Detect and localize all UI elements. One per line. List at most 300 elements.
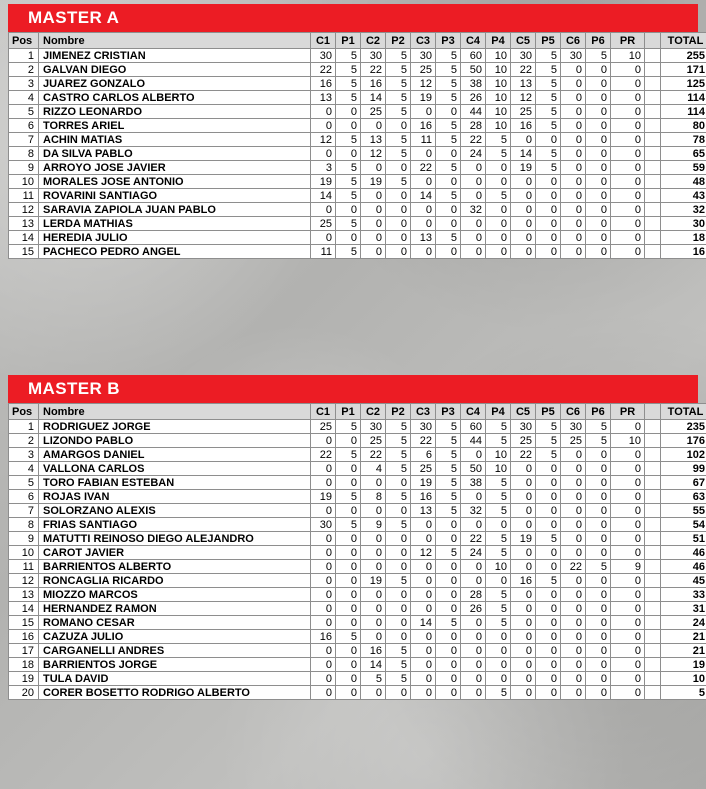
section-title: MASTER B	[28, 379, 120, 398]
cell-score-p4: 5	[486, 147, 511, 161]
col-header-p4[interactable]: P4	[486, 404, 511, 420]
cell-position: 14	[9, 602, 39, 616]
cell-score-c2: 16	[361, 644, 386, 658]
table-row[interactable]	[9, 91, 706, 105]
cell-score-p3: 0	[436, 147, 461, 161]
table-body-master-b	[9, 420, 706, 700]
cell-competitor-name: JUAREZ GONZALO	[39, 77, 311, 91]
cell-score-p4: 10	[486, 105, 511, 119]
cell-score-p4: 10	[486, 119, 511, 133]
col-header-pr[interactable]: PR	[611, 404, 645, 420]
cell-spacer	[645, 518, 661, 532]
cell-score-p3: 0	[436, 602, 461, 616]
table-row[interactable]	[9, 616, 706, 630]
cell-score-p2: 0	[386, 588, 411, 602]
cell-score-c3: 0	[411, 672, 436, 686]
cell-position: 3	[9, 77, 39, 91]
cell-total: 31	[661, 602, 706, 616]
cell-score-c3: 0	[411, 532, 436, 546]
table-row[interactable]	[9, 434, 706, 448]
col-header-p3[interactable]: P3	[436, 33, 461, 49]
cell-score-pr: 9	[611, 560, 645, 574]
cell-score-p6: 0	[586, 217, 611, 231]
cell-score-p2: 0	[386, 532, 411, 546]
table-row[interactable]	[9, 574, 706, 588]
table-row[interactable]	[9, 546, 706, 560]
col-header-p5[interactable]: P5	[536, 404, 561, 420]
cell-score-c6: 0	[561, 63, 586, 77]
col-header-pos[interactable]: Pos	[9, 33, 39, 49]
cell-score-c6: 0	[561, 245, 586, 259]
cell-score-p5: 0	[536, 133, 561, 147]
cell-score-c1: 14	[311, 189, 336, 203]
col-header-p1[interactable]: P1	[336, 404, 361, 420]
cell-spacer	[645, 49, 661, 63]
cell-score-p6: 0	[586, 462, 611, 476]
cell-score-c6: 0	[561, 602, 586, 616]
table-row[interactable]	[9, 119, 706, 133]
cell-competitor-name: CAROT JAVIER	[39, 546, 311, 560]
cell-total: 54	[661, 518, 706, 532]
col-header-total[interactable]: TOTAL	[661, 33, 706, 49]
cell-score-p5: 0	[536, 490, 561, 504]
cell-score-p6: 0	[586, 91, 611, 105]
table-row[interactable]	[9, 49, 706, 63]
cell-score-c5: 0	[511, 658, 536, 672]
cell-competitor-name: TULA DAVID	[39, 672, 311, 686]
cell-score-p6: 0	[586, 476, 611, 490]
cell-score-p6: 5	[586, 420, 611, 434]
cell-score-p2: 5	[386, 462, 411, 476]
cell-score-p1: 0	[336, 672, 361, 686]
cell-position: 7	[9, 133, 39, 147]
cell-score-p3: 0	[436, 245, 461, 259]
col-header-pos[interactable]: Pos	[9, 404, 39, 420]
col-header-c3[interactable]: C3	[411, 404, 436, 420]
cell-position: 12	[9, 203, 39, 217]
cell-score-p4: 10	[486, 560, 511, 574]
cell-spacer	[645, 231, 661, 245]
cell-score-c4: 0	[461, 658, 486, 672]
cell-score-c4: 0	[461, 644, 486, 658]
cell-competitor-name: HERNANDEZ RAMON	[39, 602, 311, 616]
cell-score-c2: 12	[361, 147, 386, 161]
table-header-master-a	[9, 33, 706, 49]
cell-score-p3: 5	[436, 546, 461, 560]
cell-spacer	[645, 476, 661, 490]
cell-score-p6: 0	[586, 448, 611, 462]
cell-position: 9	[9, 161, 39, 175]
cell-score-p1: 0	[336, 686, 361, 700]
cell-score-p1: 5	[336, 133, 361, 147]
cell-score-p3: 5	[436, 189, 461, 203]
cell-total: 5	[661, 686, 706, 700]
cell-score-p5: 0	[536, 658, 561, 672]
cell-score-c1: 16	[311, 630, 336, 644]
cell-score-c6: 0	[561, 644, 586, 658]
cell-score-p6: 0	[586, 658, 611, 672]
cell-score-pr: 0	[611, 77, 645, 91]
cell-score-c4: 0	[461, 686, 486, 700]
cell-score-p6: 0	[586, 245, 611, 259]
cell-score-p3: 0	[436, 644, 461, 658]
cell-score-c2: 0	[361, 119, 386, 133]
cell-position: 2	[9, 434, 39, 448]
cell-score-c2: 16	[361, 77, 386, 91]
cell-score-c3: 0	[411, 630, 436, 644]
cell-score-p4: 5	[486, 420, 511, 434]
cell-total: 19	[661, 658, 706, 672]
cell-score-c6: 22	[561, 560, 586, 574]
cell-score-c6: 30	[561, 420, 586, 434]
cell-score-p2: 5	[386, 77, 411, 91]
cell-score-p4: 0	[486, 658, 511, 672]
cell-score-p3: 0	[436, 518, 461, 532]
cell-score-c3: 13	[411, 504, 436, 518]
cell-score-p4: 0	[486, 161, 511, 175]
col-header-p3[interactable]: P3	[436, 404, 461, 420]
table-row[interactable]	[9, 245, 706, 259]
cell-score-p1: 0	[336, 476, 361, 490]
cell-score-p6: 0	[586, 105, 611, 119]
cell-score-c2: 25	[361, 105, 386, 119]
cell-spacer	[645, 420, 661, 434]
cell-score-p6: 0	[586, 518, 611, 532]
cell-score-p4: 5	[486, 616, 511, 630]
cell-score-p3: 0	[436, 574, 461, 588]
cell-score-p4: 0	[486, 175, 511, 189]
cell-position: 13	[9, 588, 39, 602]
table-header-row	[9, 404, 706, 420]
table-row[interactable]	[9, 147, 706, 161]
cell-score-p1: 0	[336, 546, 361, 560]
cell-score-c3: 16	[411, 490, 436, 504]
cell-total: 21	[661, 644, 706, 658]
cell-score-pr: 0	[611, 420, 645, 434]
table-row[interactable]	[9, 217, 706, 231]
cell-score-c5: 0	[511, 245, 536, 259]
cell-score-p5: 0	[536, 630, 561, 644]
cell-score-c3: 30	[411, 49, 436, 63]
cell-score-c2: 5	[361, 672, 386, 686]
cell-score-c4: 28	[461, 119, 486, 133]
cell-spacer	[645, 217, 661, 231]
cell-score-p1: 5	[336, 630, 361, 644]
cell-score-p5: 0	[536, 686, 561, 700]
cell-score-p2: 0	[386, 602, 411, 616]
cell-score-p3: 5	[436, 504, 461, 518]
cell-spacer	[645, 504, 661, 518]
cell-score-c4: 38	[461, 77, 486, 91]
cell-competitor-name: SOLORZANO ALEXIS	[39, 504, 311, 518]
cell-spacer	[645, 119, 661, 133]
cell-score-c2: 9	[361, 518, 386, 532]
cell-score-p5: 5	[536, 532, 561, 546]
cell-spacer	[645, 133, 661, 147]
table-row[interactable]	[9, 490, 706, 504]
table-row[interactable]	[9, 644, 706, 658]
cell-score-pr: 0	[611, 658, 645, 672]
cell-score-c1: 13	[311, 91, 336, 105]
table-row[interactable]	[9, 420, 706, 434]
cell-competitor-name: LIZONDO PABLO	[39, 434, 311, 448]
table-row[interactable]	[9, 462, 706, 476]
cell-spacer	[645, 203, 661, 217]
cell-score-c1: 30	[311, 518, 336, 532]
cell-score-c1: 0	[311, 616, 336, 630]
col-header-c1[interactable]: C1	[311, 404, 336, 420]
cell-score-p4: 5	[486, 546, 511, 560]
cell-total: 51	[661, 532, 706, 546]
cell-score-pr: 0	[611, 91, 645, 105]
cell-score-c6: 30	[561, 49, 586, 63]
cell-competitor-name: RONCAGLIA RICARDO	[39, 574, 311, 588]
table-row[interactable]	[9, 161, 706, 175]
cell-score-c2: 14	[361, 91, 386, 105]
section-master-b	[8, 375, 705, 700]
col-header-name[interactable]: Nombre	[39, 404, 311, 420]
cell-score-pr: 0	[611, 616, 645, 630]
cell-score-p6: 0	[586, 203, 611, 217]
cell-score-c6: 0	[561, 77, 586, 91]
cell-score-p2: 5	[386, 574, 411, 588]
col-header-p2[interactable]: P2	[386, 404, 411, 420]
cell-score-p3: 5	[436, 462, 461, 476]
cell-score-p5: 0	[536, 203, 561, 217]
cell-score-p6: 5	[586, 434, 611, 448]
cell-score-p4: 0	[486, 217, 511, 231]
cell-score-pr: 0	[611, 644, 645, 658]
col-header-c2[interactable]: C2	[361, 404, 386, 420]
table-row[interactable]	[9, 602, 706, 616]
cell-score-c3: 0	[411, 245, 436, 259]
cell-score-c5: 0	[511, 231, 536, 245]
col-header-p6[interactable]: P6	[586, 404, 611, 420]
cell-score-c2: 0	[361, 203, 386, 217]
table-row[interactable]	[9, 203, 706, 217]
table-row[interactable]	[9, 686, 706, 700]
cell-score-p4: 5	[486, 532, 511, 546]
cell-score-c3: 16	[411, 119, 436, 133]
cell-score-p2: 0	[386, 476, 411, 490]
col-header-c1[interactable]: C1	[311, 33, 336, 49]
cell-score-pr: 0	[611, 245, 645, 259]
cell-competitor-name: DA SILVA PABLO	[39, 147, 311, 161]
cell-score-p6: 0	[586, 574, 611, 588]
cell-score-c1: 0	[311, 434, 336, 448]
cell-score-c1: 0	[311, 105, 336, 119]
cell-competitor-name: PACHECO PEDRO ANGEL	[39, 245, 311, 259]
col-header-name[interactable]: Nombre	[39, 33, 311, 49]
cell-score-c6: 0	[561, 574, 586, 588]
cell-score-p3: 5	[436, 490, 461, 504]
cell-spacer	[645, 616, 661, 630]
cell-score-c4: 26	[461, 602, 486, 616]
cell-score-p5: 0	[536, 560, 561, 574]
cell-score-c2: 8	[361, 490, 386, 504]
table-row[interactable]	[9, 504, 706, 518]
table-row[interactable]	[9, 105, 706, 119]
col-header-p6[interactable]: P6	[586, 33, 611, 49]
cell-spacer	[645, 630, 661, 644]
cell-spacer	[645, 434, 661, 448]
cell-score-c5: 0	[511, 644, 536, 658]
cell-score-c6: 0	[561, 490, 586, 504]
cell-score-p6: 0	[586, 63, 611, 77]
cell-score-c5: 14	[511, 147, 536, 161]
cell-score-pr: 0	[611, 231, 645, 245]
table-row[interactable]	[9, 518, 706, 532]
cell-position: 11	[9, 189, 39, 203]
cell-score-p5: 0	[536, 189, 561, 203]
cell-score-pr: 0	[611, 175, 645, 189]
col-header-c4[interactable]: C4	[461, 404, 486, 420]
cell-score-c4: 44	[461, 105, 486, 119]
cell-score-c4: 22	[461, 532, 486, 546]
cell-score-p2: 5	[386, 105, 411, 119]
table-row[interactable]	[9, 133, 706, 147]
col-header-c5[interactable]: C5	[511, 404, 536, 420]
table-row[interactable]	[9, 476, 706, 490]
cell-score-c5: 0	[511, 560, 536, 574]
cell-score-c6: 0	[561, 203, 586, 217]
cell-score-pr: 0	[611, 672, 645, 686]
table-row[interactable]	[9, 560, 706, 574]
cell-score-c5: 0	[511, 203, 536, 217]
cell-score-p5: 0	[536, 175, 561, 189]
cell-score-c1: 0	[311, 532, 336, 546]
cell-score-p3: 5	[436, 448, 461, 462]
cell-score-p5: 0	[536, 588, 561, 602]
table-row[interactable]	[9, 448, 706, 462]
cell-score-p3: 5	[436, 63, 461, 77]
cell-score-c4: 0	[461, 672, 486, 686]
cell-spacer	[645, 147, 661, 161]
col-header-c3[interactable]: C3	[411, 33, 436, 49]
cell-score-c2: 0	[361, 588, 386, 602]
col-header-p5[interactable]: P5	[536, 33, 561, 49]
cell-score-c2: 0	[361, 686, 386, 700]
cell-score-p6: 0	[586, 686, 611, 700]
cell-score-p6: 0	[586, 644, 611, 658]
cell-score-c2: 0	[361, 504, 386, 518]
cell-spacer	[645, 448, 661, 462]
cell-score-p6: 0	[586, 189, 611, 203]
col-header-c5[interactable]: C5	[511, 33, 536, 49]
cell-score-c6: 0	[561, 532, 586, 546]
cell-score-c1: 0	[311, 560, 336, 574]
cell-score-c5: 0	[511, 630, 536, 644]
cell-position: 6	[9, 119, 39, 133]
cell-total: 48	[661, 175, 706, 189]
cell-competitor-name: HEREDIA JULIO	[39, 231, 311, 245]
cell-score-p3: 5	[436, 49, 461, 63]
cell-score-c5: 0	[511, 518, 536, 532]
cell-score-pr: 0	[611, 63, 645, 77]
cell-score-p6: 0	[586, 504, 611, 518]
cell-total: 21	[661, 630, 706, 644]
table-row[interactable]	[9, 77, 706, 91]
table-row[interactable]	[9, 231, 706, 245]
table-row[interactable]	[9, 532, 706, 546]
cell-score-p4: 5	[486, 490, 511, 504]
cell-competitor-name: TORRES ARIEL	[39, 119, 311, 133]
cell-score-p5: 0	[536, 462, 561, 476]
cell-score-pr: 0	[611, 518, 645, 532]
cell-score-p4: 10	[486, 448, 511, 462]
col-header-c2[interactable]: C2	[361, 33, 386, 49]
section-title: MASTER A	[28, 8, 120, 27]
col-header-c4[interactable]: C4	[461, 33, 486, 49]
cell-score-p5: 5	[536, 77, 561, 91]
table-row[interactable]	[9, 630, 706, 644]
cell-score-c5: 0	[511, 602, 536, 616]
col-header-p1[interactable]: P1	[336, 33, 361, 49]
cell-score-c6: 0	[561, 133, 586, 147]
cell-spacer	[645, 560, 661, 574]
cell-competitor-name: RIZZO LEONARDO	[39, 105, 311, 119]
col-header-p2[interactable]: P2	[386, 33, 411, 49]
cell-score-p1: 0	[336, 203, 361, 217]
cell-score-pr: 0	[611, 217, 645, 231]
cell-score-p3: 0	[436, 672, 461, 686]
cell-score-c5: 0	[511, 588, 536, 602]
cell-score-c5: 0	[511, 616, 536, 630]
cell-score-c3: 0	[411, 203, 436, 217]
cell-score-c2: 0	[361, 161, 386, 175]
cell-score-c1: 25	[311, 420, 336, 434]
col-header-spacer	[645, 33, 661, 49]
cell-score-c3: 0	[411, 658, 436, 672]
cell-score-p3: 5	[436, 119, 461, 133]
cell-score-p3: 5	[436, 420, 461, 434]
cell-score-c3: 0	[411, 147, 436, 161]
table-row[interactable]	[9, 63, 706, 77]
cell-score-c2: 0	[361, 189, 386, 203]
cell-score-p3: 5	[436, 91, 461, 105]
cell-score-c1: 16	[311, 77, 336, 91]
cell-score-c3: 11	[411, 133, 436, 147]
cell-score-c6: 0	[561, 105, 586, 119]
cell-competitor-name: ROVARINI SANTIAGO	[39, 189, 311, 203]
cell-position: 7	[9, 504, 39, 518]
cell-total: 33	[661, 588, 706, 602]
cell-competitor-name: ACHIN MATIAS	[39, 133, 311, 147]
cell-position: 11	[9, 560, 39, 574]
col-header-c6[interactable]: C6	[561, 404, 586, 420]
cell-score-pr: 10	[611, 49, 645, 63]
col-header-c6[interactable]: C6	[561, 33, 586, 49]
cell-score-c3: 0	[411, 217, 436, 231]
cell-score-p2: 0	[386, 504, 411, 518]
table-row[interactable]	[9, 175, 706, 189]
col-header-pr[interactable]: PR	[611, 33, 645, 49]
cell-score-p6: 0	[586, 532, 611, 546]
col-header-total[interactable]: TOTAL	[661, 404, 706, 420]
table-row[interactable]	[9, 588, 706, 602]
table-row[interactable]	[9, 658, 706, 672]
table-row[interactable]	[9, 189, 706, 203]
cell-score-c1: 22	[311, 448, 336, 462]
cell-score-p6: 5	[586, 49, 611, 63]
cell-score-p2: 0	[386, 630, 411, 644]
col-header-p4[interactable]: P4	[486, 33, 511, 49]
cell-score-p2: 0	[386, 616, 411, 630]
cell-score-p3: 0	[436, 630, 461, 644]
cell-position: 13	[9, 217, 39, 231]
table-row[interactable]	[9, 672, 706, 686]
cell-score-p3: 0	[436, 105, 461, 119]
